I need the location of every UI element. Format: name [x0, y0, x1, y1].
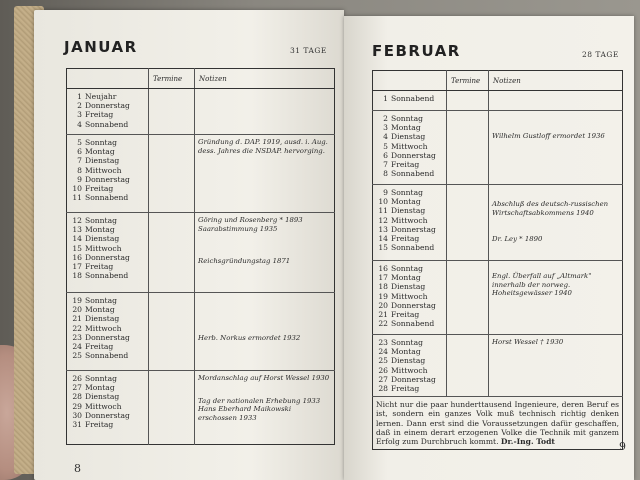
weekday-name: Mittwoch [391, 365, 428, 375]
day-number: 22 [378, 319, 388, 329]
week-days-cell [67, 293, 149, 371]
termine-cell[interactable] [149, 213, 195, 293]
weekday-name: Freitag [85, 342, 114, 352]
day-entry [376, 142, 443, 151]
day-entry [376, 94, 443, 103]
todt-quote [373, 397, 623, 450]
historical-note: Herb. Norkus ermordet 1932 [198, 334, 301, 342]
day-entry [70, 333, 145, 342]
day-number: 2 [383, 114, 388, 123]
day-entry [70, 262, 145, 271]
notizen-cell[interactable] [489, 111, 623, 185]
day-number: 15 [378, 243, 388, 253]
weekday-name: Sonnabend [85, 119, 129, 129]
week-row [67, 135, 335, 213]
day-number: 29 [72, 401, 82, 411]
week-days-cell [373, 91, 447, 111]
termine-cell[interactable] [149, 293, 195, 371]
weekday-name: Dienstag [391, 132, 426, 142]
days-count-februar: 28 TAGE [582, 50, 619, 59]
day-list [376, 338, 443, 393]
day-entry [70, 244, 145, 253]
weekday-name: Donnerstag [391, 224, 436, 234]
day-list [376, 94, 443, 103]
day-entry [376, 273, 443, 282]
days-count-januar: 31 TAGE [290, 46, 327, 55]
termine-cell[interactable] [149, 89, 195, 135]
day-entry [70, 175, 145, 184]
week-row [67, 293, 335, 371]
day-number: 7 [383, 160, 388, 170]
weekday-name: Montag [391, 123, 421, 133]
day-entry [376, 356, 443, 365]
month-title-januar: JANUAR [64, 38, 138, 56]
weekday-name: Freitag [391, 384, 420, 394]
day-number: 27 [72, 383, 82, 393]
week-row [67, 371, 335, 445]
historical-note: Göring und Rosenberg * 1893 [198, 216, 303, 224]
weekday-name: Montag [85, 225, 115, 235]
day-entry [70, 351, 145, 360]
weekday-name: Freitag [85, 420, 114, 430]
day-entry [70, 147, 145, 156]
notizen-cell[interactable] [195, 293, 335, 371]
day-entry [70, 156, 145, 165]
page-number-left: 8 [74, 462, 81, 475]
day-number: 12 [378, 215, 388, 225]
weekday-name: Sonntag [391, 114, 423, 123]
month-title-februar: FEBRUAR [372, 42, 461, 60]
day-entry [376, 347, 443, 356]
day-entry [70, 234, 145, 243]
day-number: 8 [383, 169, 388, 179]
day-entry [376, 384, 443, 393]
weekday-name: Donnerstag [85, 332, 130, 342]
termine-cell[interactable] [149, 371, 195, 445]
weekday-name: Sonntag [391, 264, 423, 273]
day-number: 28 [378, 384, 388, 394]
day-entry [376, 216, 443, 225]
day-entry [376, 375, 443, 384]
day-number: 15 [72, 243, 82, 253]
notizen-cell[interactable] [195, 89, 335, 135]
day-entry [376, 243, 443, 252]
weekday-name: Mittwoch [85, 323, 122, 333]
column-header-notizen: Notizen [195, 69, 335, 89]
weekday-name: Montag [85, 147, 115, 157]
table-header-row [373, 71, 623, 91]
week-days-cell [67, 213, 149, 293]
day-entry [70, 383, 145, 392]
day-entry [376, 132, 443, 141]
notizen-cell[interactable] [195, 371, 335, 445]
day-entry [70, 110, 145, 119]
weekday-name: Mittwoch [85, 165, 122, 175]
weekday-name: Sonnabend [391, 169, 435, 179]
weekday-name: Freitag [85, 110, 114, 120]
termine-cell[interactable] [447, 335, 489, 397]
weekday-name: Dienstag [391, 282, 426, 292]
day-entry [70, 138, 145, 147]
day-entry [70, 225, 145, 234]
notizen-cell[interactable] [489, 91, 623, 111]
day-number: 11 [378, 206, 388, 216]
page-number-right: 9 [619, 440, 626, 453]
day-number: 31 [72, 420, 82, 430]
weekday-name: Sonntag [85, 296, 117, 305]
weekday-name: Mittwoch [85, 401, 122, 411]
weekday-name: Donnerstag [391, 374, 436, 384]
day-entry [70, 305, 145, 314]
day-list [70, 296, 145, 360]
day-entry [376, 292, 443, 301]
day-number: 17 [72, 262, 82, 272]
day-number: 9 [383, 188, 388, 197]
day-number: 9 [77, 174, 82, 184]
weekday-name: Montag [85, 383, 115, 393]
day-number: 6 [77, 147, 82, 157]
weekday-name: Sonntag [391, 338, 423, 347]
termine-cell[interactable] [447, 185, 489, 261]
weekday-name: Sonntag [85, 216, 117, 225]
day-entry [376, 123, 443, 132]
day-list [376, 188, 443, 252]
day-number: 7 [77, 156, 82, 166]
column-header-notizen: Notizen [489, 71, 623, 91]
weekday-name: Sonntag [391, 188, 423, 197]
day-number: 16 [72, 252, 82, 262]
weekday-name: Donnerstag [85, 410, 130, 420]
day-number: 2 [77, 101, 82, 111]
week-row [373, 261, 623, 335]
day-number: 13 [72, 225, 82, 235]
termine-cell[interactable] [447, 91, 489, 111]
day-entry [70, 374, 145, 383]
day-number: 21 [378, 310, 388, 320]
notizen-cell[interactable] [489, 185, 623, 261]
day-number: 13 [378, 224, 388, 234]
weekday-name: Sonnabend [391, 94, 435, 103]
day-entry [376, 169, 443, 178]
day-entry [376, 206, 443, 215]
weekday-name: Dienstag [85, 314, 120, 324]
termine-cell[interactable] [149, 135, 195, 213]
day-entry [70, 253, 145, 262]
weekday-name: Freitag [391, 234, 420, 244]
weekday-name: Dienstag [85, 234, 120, 244]
day-entry [376, 188, 443, 197]
day-number: 20 [378, 300, 388, 310]
week-days-cell [67, 89, 149, 135]
weekday-name: Donnerstag [85, 101, 130, 111]
day-number: 18 [72, 271, 82, 281]
weekday-name: Dienstag [85, 392, 120, 402]
day-entry [376, 282, 443, 291]
right-page [344, 16, 634, 480]
weekday-name: Donnerstag [391, 300, 436, 310]
week-days-cell [373, 335, 447, 397]
day-entry [376, 197, 443, 206]
day-number: 10 [378, 197, 388, 207]
historical-note: Hans Eberhard Maikowski erschossen 1933 [198, 405, 292, 422]
day-number: 12 [72, 216, 82, 225]
day-number: 14 [378, 234, 388, 244]
historical-note: Mordanschlag auf Horst Wessel 1930 [198, 374, 330, 382]
week-row [67, 89, 335, 135]
day-number: 28 [72, 392, 82, 402]
quote-text: Nicht nur die paar hunderttausend Ingenieure, deren Beruf es ist, sondern ein ganzes Volk muß technisch richtig denken lernen. Dann erst sind die Voraussetzungen dafür geschaffen, daß in einem derart erzogenen Volke die Technik mit ganzem Erfolg zum Durchbruch kommt. [376, 400, 619, 447]
weekday-name: Freitag [85, 184, 114, 194]
day-number: 11 [72, 193, 82, 203]
day-number: 1 [383, 94, 388, 103]
day-entry [70, 324, 145, 333]
day-number: 4 [383, 132, 388, 142]
week-days-cell [373, 261, 447, 335]
day-list [70, 374, 145, 429]
historical-note: Gründung d. DAP. 1919, ausd. i. Aug. dess. Jahres die NSDAP. hervorging. [198, 138, 328, 155]
historical-note: Engl. Überfall auf „Altmark" innerhalb der norweg. Hoheitsgewässer 1940 [492, 272, 592, 298]
day-entry [70, 120, 145, 129]
day-number: 27 [378, 374, 388, 384]
weekday-name: Dienstag [391, 356, 426, 366]
notizen-cell[interactable] [489, 261, 623, 335]
day-number: 26 [378, 365, 388, 375]
day-number: 19 [378, 291, 388, 301]
day-entry [376, 310, 443, 319]
day-entry [376, 319, 443, 328]
day-entry [70, 314, 145, 323]
day-number: 17 [378, 273, 388, 283]
weekday-name: Sonntag [85, 138, 117, 147]
day-number: 19 [72, 296, 82, 305]
weekday-name: Sonnabend [85, 271, 129, 281]
day-entry [376, 366, 443, 375]
day-list [70, 138, 145, 202]
weekday-name: Dienstag [85, 156, 120, 166]
day-entry [376, 264, 443, 273]
day-number: 3 [77, 110, 82, 120]
column-header-days [373, 71, 447, 91]
week-row [373, 111, 623, 185]
day-number: 23 [378, 338, 388, 347]
historical-note: Wilhelm Gustloff ermordet 1936 [492, 132, 605, 140]
quote-row [373, 397, 623, 450]
weekday-name: Sonnabend [391, 243, 435, 253]
day-number: 5 [383, 141, 388, 151]
day-number: 26 [72, 374, 82, 383]
column-header-days [67, 69, 149, 89]
weekday-name: Mittwoch [85, 243, 122, 253]
weekday-name: Freitag [391, 160, 420, 170]
weekday-name: Freitag [391, 310, 420, 320]
quote-author: Dr.-Ing. Todt [500, 437, 555, 447]
weekday-name: Sonnabend [85, 351, 129, 361]
column-header-termine: Termine [149, 69, 195, 89]
termine-cell[interactable] [447, 261, 489, 335]
left-page [34, 10, 344, 480]
day-entry [70, 166, 145, 175]
notizen-cell[interactable] [195, 135, 335, 213]
week-days-cell [373, 185, 447, 261]
day-number: 6 [383, 150, 388, 160]
weekday-name: Mittwoch [391, 291, 428, 301]
column-header-termine: Termine [447, 71, 489, 91]
day-number: 23 [72, 332, 82, 342]
day-entry [376, 151, 443, 160]
day-number: 5 [77, 138, 82, 147]
day-entry [376, 234, 443, 243]
week-row [373, 335, 623, 397]
historical-note: Abschluß des deutsch-russischen Wirtschaftsabkommens 1940 [492, 200, 609, 217]
day-number: 1 [77, 92, 82, 101]
weekday-name: Montag [391, 197, 421, 207]
day-list [70, 92, 145, 129]
day-entry [376, 160, 443, 169]
day-number: 14 [72, 234, 82, 244]
weekday-name: Montag [391, 347, 421, 357]
week-days-cell [373, 111, 447, 185]
weekday-name: Sonntag [85, 374, 117, 383]
weekday-name: Donnerstag [85, 252, 130, 262]
calendar-table-januar [66, 68, 335, 445]
day-number: 10 [72, 184, 82, 194]
notizen-cell[interactable] [195, 213, 335, 293]
termine-cell[interactable] [447, 111, 489, 185]
weekday-name: Donnerstag [85, 174, 130, 184]
day-entry [70, 216, 145, 225]
weekday-name: Donnerstag [391, 150, 436, 160]
weekday-name: Dienstag [391, 206, 426, 216]
day-entry [70, 342, 145, 351]
day-list [376, 264, 443, 328]
weekday-name: Mittwoch [391, 215, 428, 225]
weekday-name: Montag [391, 273, 421, 283]
day-number: 22 [72, 323, 82, 333]
day-entry [70, 296, 145, 305]
weekday-name: Sonnabend [85, 193, 129, 203]
day-number: 8 [77, 165, 82, 175]
day-entry [376, 114, 443, 123]
day-number: 24 [72, 342, 82, 352]
day-number: 20 [72, 305, 82, 315]
day-entry [70, 92, 145, 101]
weekday-name: Sonnabend [391, 319, 435, 329]
weekday-name: Mittwoch [391, 141, 428, 151]
day-entry [70, 392, 145, 401]
day-entry [376, 338, 443, 347]
day-entry [70, 420, 145, 429]
day-number: 4 [77, 119, 82, 129]
week-days-cell [67, 371, 149, 445]
day-entry [70, 402, 145, 411]
weekday-name: Freitag [85, 262, 114, 272]
weekday-name: Neujahr [85, 92, 117, 101]
day-entry [70, 193, 145, 202]
week-row [67, 213, 335, 293]
day-entry [70, 101, 145, 110]
historical-note: Saarabstimmung 1935 [198, 224, 278, 233]
day-list [70, 216, 145, 280]
day-number: 16 [378, 264, 388, 273]
table-header-row [67, 69, 335, 89]
day-number: 30 [72, 410, 82, 420]
day-entry [376, 225, 443, 234]
day-entry [70, 184, 145, 193]
day-number: 25 [378, 356, 388, 366]
notizen-cell[interactable] [489, 335, 623, 397]
day-number: 21 [72, 314, 82, 324]
day-number: 25 [72, 351, 82, 361]
weekday-name: Montag [85, 305, 115, 315]
day-number: 18 [378, 282, 388, 292]
calendar-table-februar [372, 70, 623, 450]
day-number: 3 [383, 123, 388, 133]
day-entry [70, 411, 145, 420]
historical-note: Tag der nationalen Erhebung 1933 [198, 396, 321, 405]
historical-note: Reichsgründungstag 1871 [198, 257, 291, 266]
day-list [376, 114, 443, 178]
day-entry [70, 271, 145, 280]
historical-note: Dr. Ley * 1890 [492, 235, 543, 244]
week-row [373, 185, 623, 261]
historical-note: Horst Wessel † 1930 [492, 338, 564, 346]
day-number: 24 [378, 347, 388, 357]
week-row [373, 91, 623, 111]
day-entry [376, 301, 443, 310]
week-days-cell [67, 135, 149, 213]
